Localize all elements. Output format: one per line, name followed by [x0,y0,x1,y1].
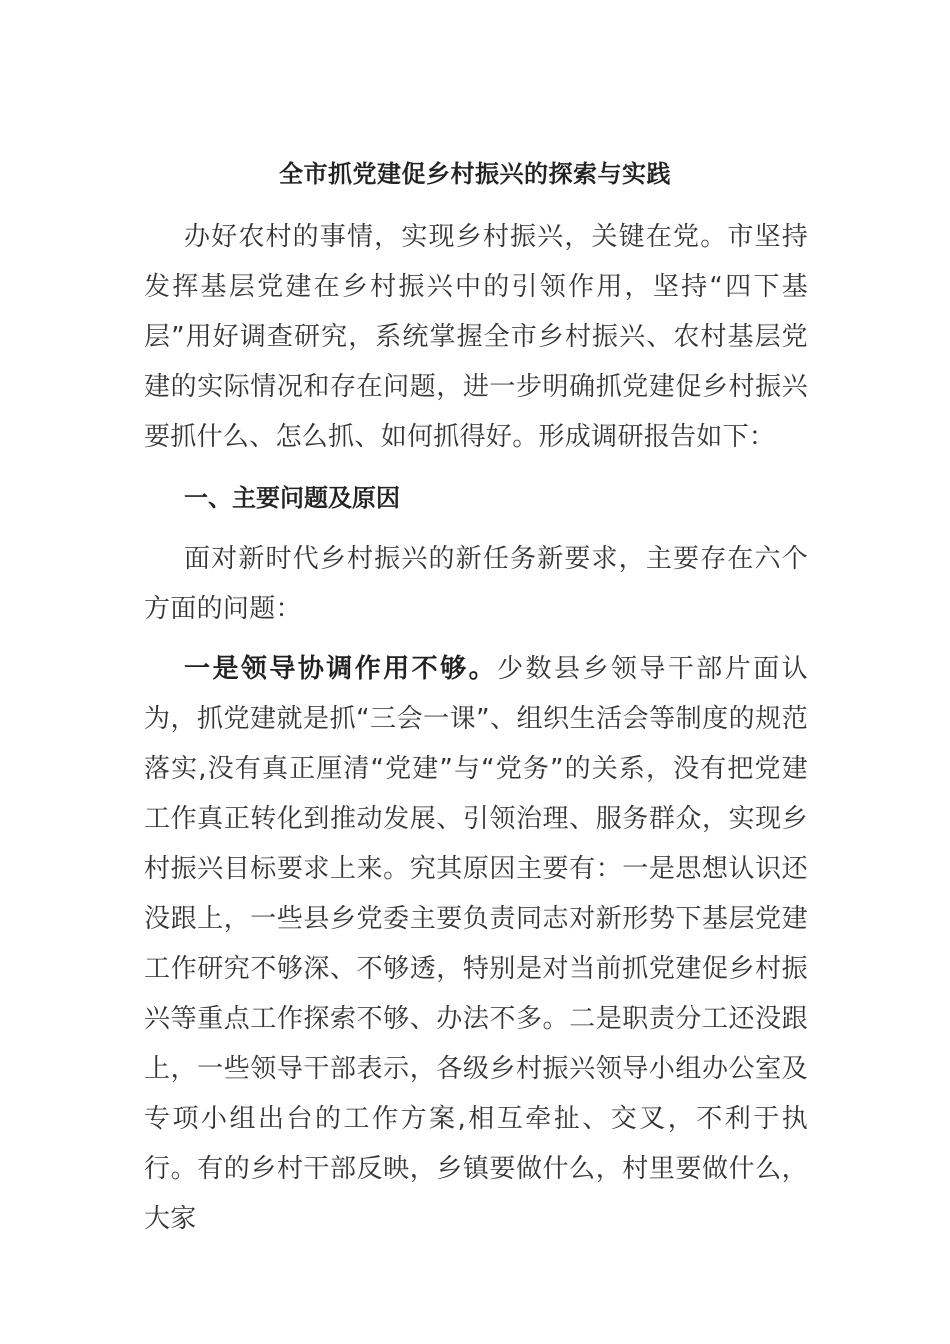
point-one-lead: 一是领导协调作用不够。 [184,654,498,684]
point-one-paragraph [144,644,808,1244]
issues-intro-paragraph: 面对新时代乡村振兴的新任务新要求，主要存在六个方面的问题： [144,544,808,624]
point-one-body: 少数县乡领导干部片面认为，抓党建就是抓“三会一课”、组织生活会等制度的规范落实,没有真正厘清“党建”与“党务”的关系，没有把党建工作真正转化到推动发展、引领治理、服务群众，实现乡村振兴目标要求上来。究其原因主要有：一是思想认识还没跟上，一些县乡党委主要负责同志对新形势下基层党建工作研究不够深、不够透，特别是对当前抓党建促乡村振兴等重点工作探索不够、办法不多。二是职责分工还没跟上，一些领导干部表示，各级乡村振兴领导小组办公室及专项小组出台的工作方案,相互牵扯、交叉，不利于执行。有的乡村干部反映，乡镇要做什么，村里要做什么，大家 [144,654,808,1234]
document-title: 全市抓党建促乡村振兴的探索与实践 [279,160,671,188]
section-heading: 一、主要问题及原因 [184,484,400,512]
intro-paragraph: 办好农村的事情，实现乡村振兴，关键在党。市坚持发挥基层党建在乡村振兴中的引领作用，坚持“四下基层”用好调查研究，系统掌握全市乡村振兴、农村基层党建的实际情况和存在问题，进一步明确抓党建促乡村振兴要抓什么、怎么抓、如何抓得好。形成调研报告如下： [144,222,808,452]
